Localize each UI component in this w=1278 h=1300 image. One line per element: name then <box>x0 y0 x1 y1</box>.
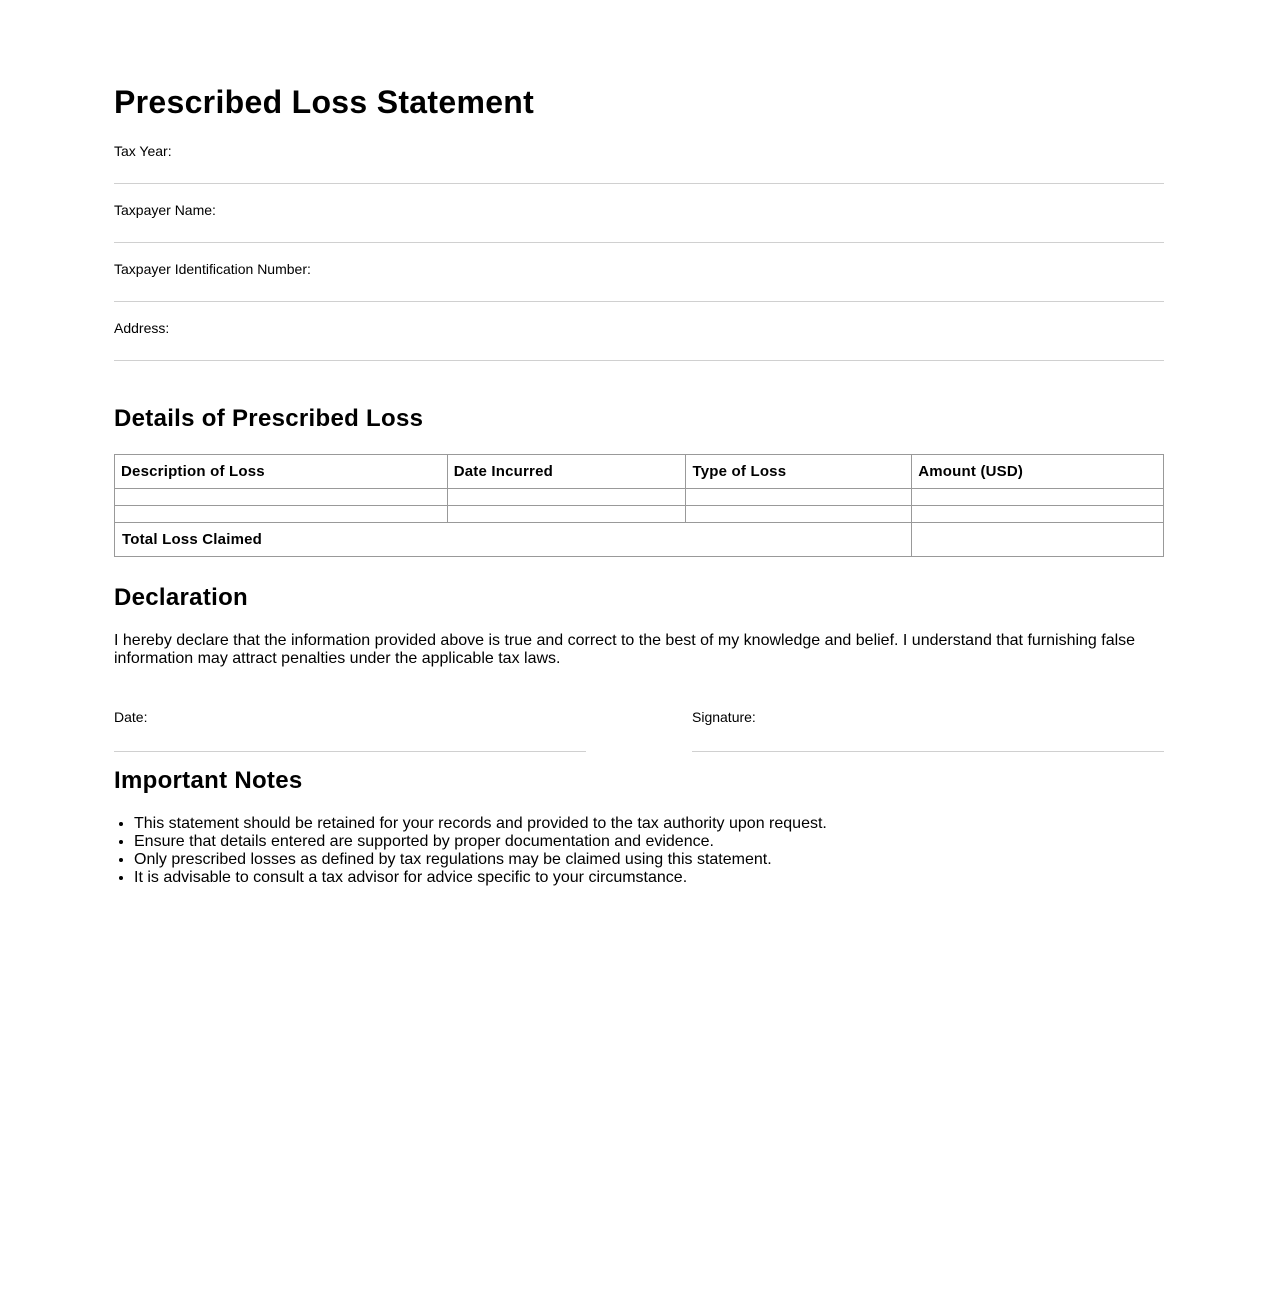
declaration-text: I hereby declare that the information provided above is true and correct to the best of my knowledge and belief. I understand that furnishing false information may attract penalties under the applicable tax laws. <box>114 632 1136 667</box>
column-header-description: Description of Loss <box>115 455 448 489</box>
table-cell-type[interactable] <box>686 506 912 523</box>
table-row <box>115 489 1164 506</box>
notes-list <box>114 815 827 887</box>
tin-label: Taxpayer Identification Number: <box>114 261 311 277</box>
column-header-amount: Amount (USD) <box>912 455 1164 489</box>
table-cell-date[interactable] <box>447 506 686 523</box>
address-label: Address: <box>114 320 170 336</box>
table-row <box>115 506 1164 523</box>
total-loss-label: Total Loss Claimed <box>115 523 912 557</box>
column-header-date: Date Incurred <box>447 455 686 489</box>
table-cell-date[interactable] <box>447 489 686 506</box>
total-row <box>115 523 1164 557</box>
loss-table <box>114 454 1164 557</box>
table-cell-description[interactable] <box>115 489 448 506</box>
tax-year-field[interactable] <box>114 143 1164 184</box>
signature-label: Signature: <box>692 709 756 725</box>
table-cell-type[interactable] <box>686 489 912 506</box>
table-header-row <box>115 455 1164 489</box>
taxpayer-name-field[interactable] <box>114 202 1164 243</box>
table-cell-description[interactable] <box>115 506 448 523</box>
list-item: • This statement should be retained for your records and provided to the tax authority upon request. <box>134 815 827 833</box>
table-cell-amount[interactable] <box>912 489 1164 506</box>
date-field[interactable] <box>114 709 586 752</box>
notes-heading: Important Notes <box>114 767 303 794</box>
column-header-type: Type of Loss <box>686 455 912 489</box>
page-title: Prescribed Loss Statement <box>114 84 535 120</box>
tax-year-label: Tax Year: <box>114 143 172 159</box>
list-item: • Ensure that details entered are supported by proper documentation and evidence. <box>134 833 827 851</box>
list-item: • Only prescribed losses as defined by tax regulations may be claimed using this statement. <box>134 851 827 869</box>
table-cell-amount[interactable] <box>912 506 1164 523</box>
list-item: • It is advisable to consult a tax advisor for advice specific to your circumstance. <box>134 869 827 887</box>
signature-field[interactable] <box>692 709 1164 752</box>
date-label: Date: <box>114 709 148 725</box>
taxpayer-name-label: Taxpayer Name: <box>114 202 216 218</box>
address-field[interactable] <box>114 320 1164 361</box>
declaration-heading: Declaration <box>114 584 249 611</box>
tin-field[interactable] <box>114 261 1164 302</box>
total-loss-value[interactable] <box>912 523 1164 557</box>
details-heading: Details of Prescribed Loss <box>114 405 424 432</box>
